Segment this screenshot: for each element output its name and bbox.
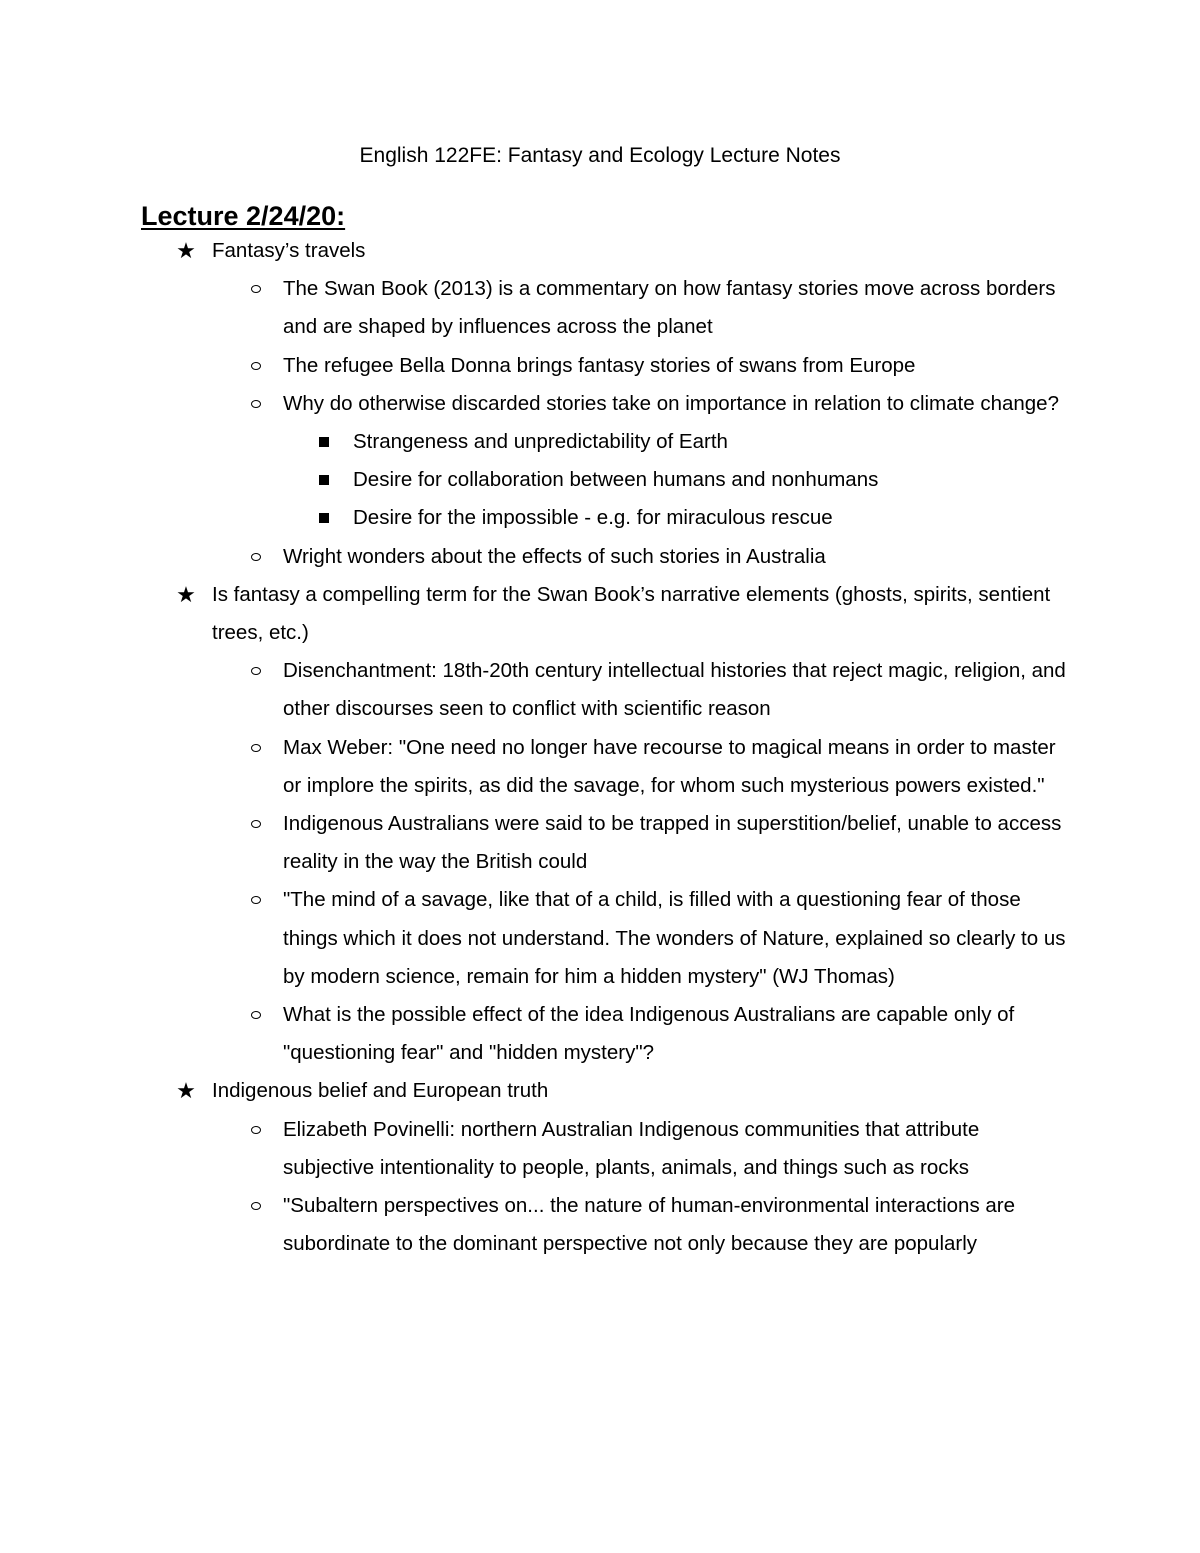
lecture-heading: Lecture 2/24/20:: [141, 201, 346, 231]
list-item-text: Max Weber: "One need no longer have recourse to magical means in order to master or implore the spirits, as did the savage, for whom such mysterious powers existed.": [283, 735, 1056, 797]
list-item-text: Elizabeth Povinelli: northern Australian Indigenous communities that attribute subjective intentionality to people, plants, animals, and things such as rocks: [283, 1117, 980, 1179]
star-icon: ★: [176, 1078, 196, 1104]
list-item-text: The Swan Book (2013) is a commentary on how fantasy stories move across borders and are shaped by influences across the planet: [283, 277, 1056, 339]
list-item-level-2: [0, 385, 1073, 423]
list-item-level-2: [0, 1187, 1073, 1263]
hollow-circle-icon: [244, 881, 268, 919]
document-title: English 122FE: Fantasy and Ecology Lecture Notes: [359, 144, 841, 167]
list-item-text: Fantasy’s travels: [212, 239, 366, 262]
list-item-level-2: [0, 347, 1073, 385]
notes-list: [0, 232, 1200, 1263]
hollow-circle-icon: [244, 805, 268, 843]
list-item-text: Indigenous Australians were said to be trapped in superstition/belief, unable to access reality in the way the British could: [283, 812, 1062, 874]
hollow-circle-icon: [244, 729, 268, 767]
hollow-circle-icon: [244, 270, 268, 308]
list-item-text: "Subaltern perspectives on... the nature of human-environmental interactions are subordinate to the dominant perspective not only because they are popularly: [283, 1194, 1016, 1256]
filled-square-icon: [312, 499, 336, 537]
list-item-level-1: [0, 1072, 1072, 1110]
hollow-circle-icon: [244, 347, 268, 385]
hollow-circle-icon: [244, 996, 268, 1034]
list-item-text: Desire for the impossible - e.g. for miraculous rescue: [353, 506, 833, 530]
list-item-level-1: [0, 576, 1072, 652]
list-item-text: Is fantasy a compelling term for the Swan Book’s narrative elements (ghosts, spirits, sentient trees, etc.): [212, 582, 1051, 645]
hollow-circle-icon: [244, 385, 268, 423]
list-item-level-3: [0, 499, 1073, 537]
hollow-circle-icon: [244, 652, 268, 690]
list-item-text: Disenchantment: 18th-20th century intellectual histories that reject magic, religion, and other discourses seen to conflict with scientific reason: [283, 659, 1066, 721]
list-item-level-2: [0, 805, 1073, 881]
filled-square-icon: [312, 423, 336, 461]
hollow-circle-icon: [244, 1187, 268, 1225]
hollow-circle-icon: [244, 1111, 268, 1149]
list-item-level-3: [0, 423, 1073, 461]
list-item-text: The refugee Bella Donna brings fantasy stories of swans from Europe: [283, 353, 916, 377]
list-item-text: Indigenous belief and European truth: [212, 1079, 549, 1103]
list-item-level-2: [0, 538, 1073, 576]
filled-square-icon: [312, 461, 336, 499]
list-item-level-2: [0, 881, 1073, 996]
hollow-circle-icon: [244, 538, 268, 576]
star-icon: ★: [176, 237, 196, 263]
list-item-level-2: [0, 270, 1073, 346]
list-item-text: "The mind of a savage, like that of a child, is filled with a questioning fear of those things which it does not understand. The wonders of Nature, explained so clearly to us by modern science, remain for him a hidden mystery" (WJ Thomas): [283, 888, 1066, 988]
list-item-level-2: [0, 729, 1073, 805]
list-item-text: Wright wonders about the effects of such stories in Australia: [283, 544, 826, 568]
list-item-text: What is the possible effect of the idea Indigenous Australians are capable only of "questioning fear" and "hidden mystery"?: [283, 1003, 1015, 1065]
list-item-text: Strangeness and unpredictability of Earth: [353, 430, 728, 454]
list-item-level-2: [0, 996, 1073, 1072]
list-item-level-2: [0, 652, 1073, 728]
list-item-text: Why do otherwise discarded stories take on importance in relation to climate change?: [283, 391, 1059, 415]
list-item-level-1: [0, 232, 1072, 270]
list-item-level-3: [0, 461, 1073, 499]
list-item-text: Desire for collaboration between humans and nonhumans: [353, 468, 879, 492]
star-icon: ★: [176, 581, 196, 607]
list-item-level-2: [0, 1111, 1073, 1187]
